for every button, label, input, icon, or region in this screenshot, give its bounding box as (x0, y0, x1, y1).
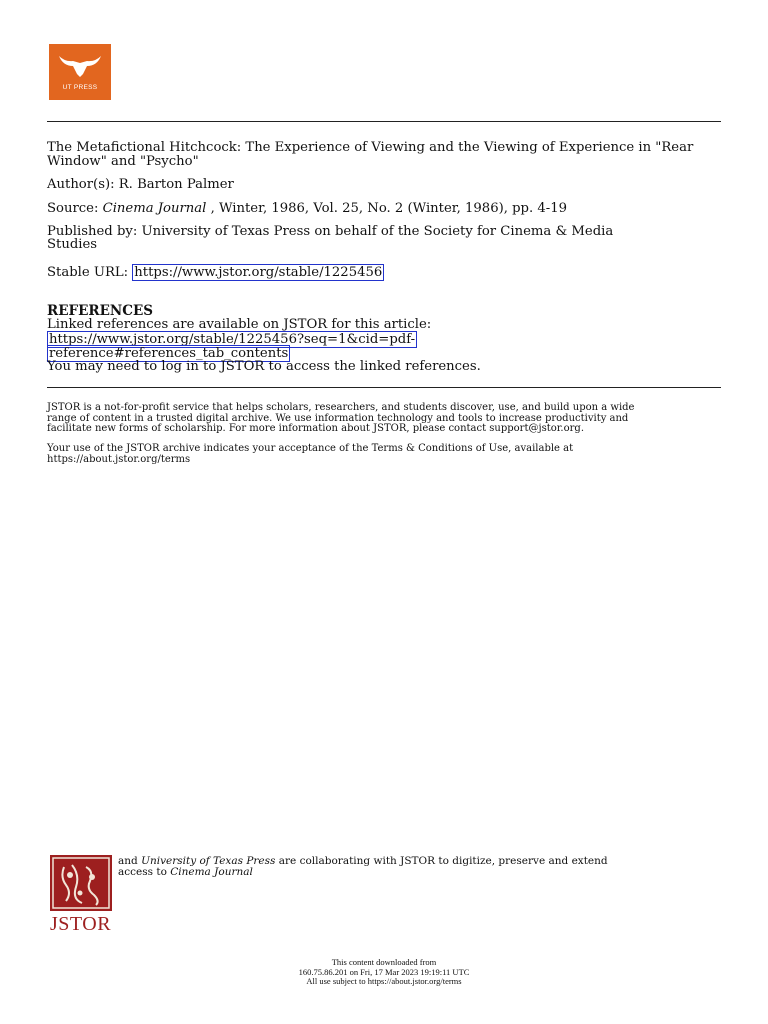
collab-access: access to (118, 866, 171, 878)
top-divider (47, 121, 721, 122)
stable-url-label: Stable URL: (47, 265, 133, 280)
source-details: , Winter, 1986, Vol. 25, No. 2 (Winter, 1986), pp. 4-19 (206, 201, 568, 216)
notice-line: JSTOR is a not-for-profit service that helps scholars, researchers, and students discover, use, and build upon a wide (47, 402, 635, 413)
collab-and: and (118, 855, 142, 867)
article-title: The Metafictional Hitchcock: The Experience of Viewing and the Viewing of Experience in "Rear Window" and "Psycho" (47, 140, 694, 169)
references-heading: REFERENCES (47, 303, 154, 319)
author-name: R. Barton Palmer (118, 177, 234, 192)
footer-line: 160.75.86.201 on Fri, 17 Mar 2023 19:19:11 UTC (298, 966, 470, 977)
source-line (47, 202, 567, 216)
terms-link[interactable]: https://about.jstor.org/terms (47, 453, 191, 465)
footer-line: All use subject to https://about.jstor.org/terms (306, 976, 462, 986)
publisher-line-1: Published by: University of Texas Press on behalf of the Society for Cinema & Media (47, 224, 614, 239)
jstor-emblem-icon (50, 855, 112, 911)
references-login-note: You may need to log in to JSTOR to access the linked references. (47, 359, 481, 374)
notice-line: range of content in a trusted digital archive. We use information technology and tools to increase productivity and (47, 412, 629, 424)
logo-text: UT PRESS (62, 84, 98, 91)
collab-press: University of Texas Press (141, 855, 276, 867)
notice-paragraph-1 (47, 403, 721, 435)
references-link-line-2[interactable]: reference#references_tab_contents (49, 346, 289, 361)
longhorn-icon (49, 44, 111, 84)
stable-url-line (47, 264, 384, 281)
notice-line: Your use of the JSTOR archive indicates your acceptance of the Terms & Conditions of Use, available at (47, 443, 574, 454)
collaboration-line-2 (118, 867, 253, 879)
references-link-line-1[interactable]: https://www.jstor.org/stable/1225456?seq=1&cid=pdf- (49, 332, 416, 347)
bottom-divider (47, 387, 721, 388)
ut-press-logo (49, 44, 111, 100)
jstor-wordmark: JSTOR (50, 913, 112, 935)
notice-line: facilitate new forms of scholarship. For more information about JSTOR, please contact support@jstor.org. (47, 423, 584, 434)
source-label: Source: (47, 201, 103, 216)
references-intro: Linked references are available on JSTOR for this article: (47, 317, 432, 332)
author-line (47, 178, 234, 192)
download-footer (0, 958, 768, 987)
source-journal: Cinema Journal (102, 201, 207, 216)
jstor-logo (50, 855, 114, 935)
notice-paragraph-2 (47, 444, 721, 465)
footer-line: This content downloaded from (331, 957, 437, 967)
author-label: Author(s): (47, 177, 119, 192)
publisher-line-2: Studies (47, 237, 98, 252)
collab-journal: Cinema Journal (170, 866, 253, 878)
collab-rest: are collaborating with JSTOR to digitize, preserve and extend (275, 855, 608, 867)
stable-url-link[interactable]: https://www.jstor.org/stable/1225456 (134, 265, 383, 280)
